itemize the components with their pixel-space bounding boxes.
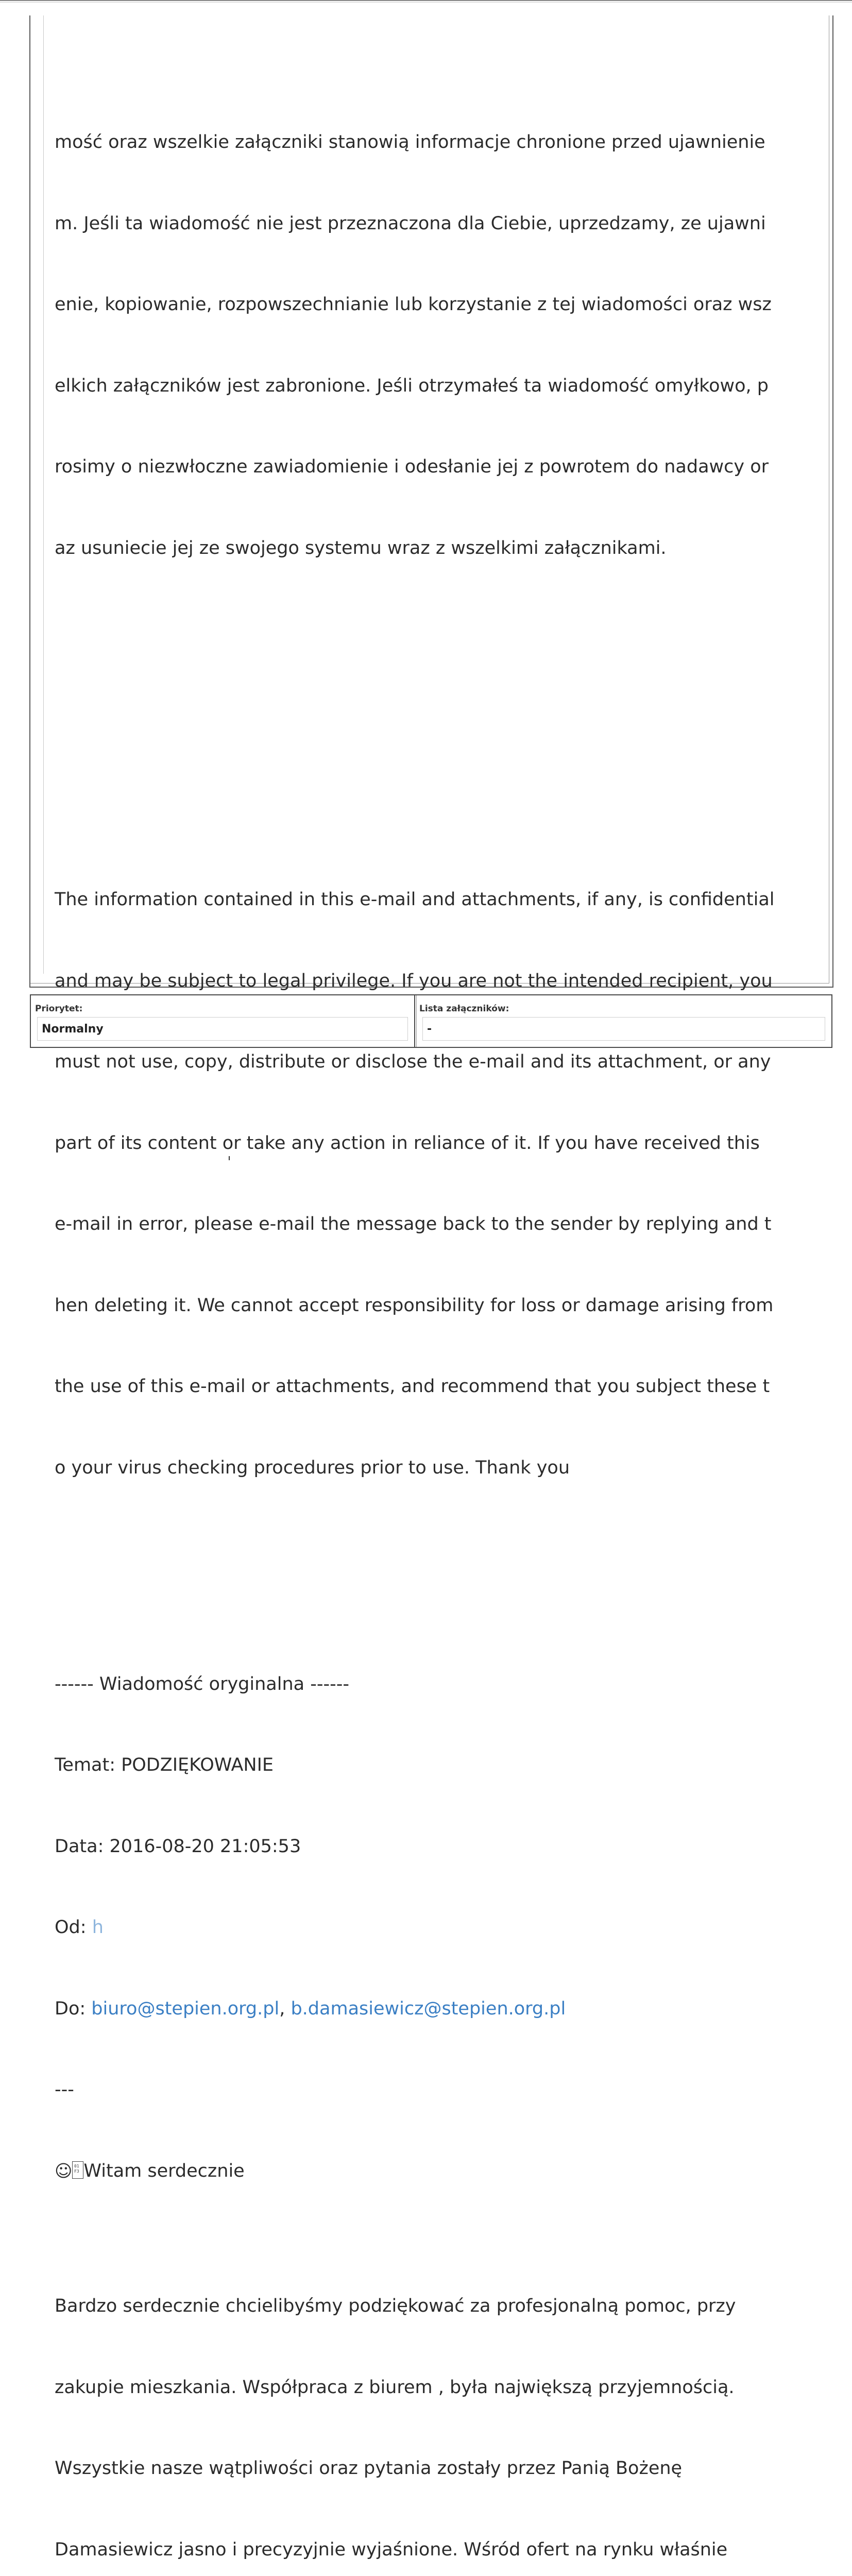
polish-disclaimer-line: az usuniecie jej ze swojego systemu wraz z wszelkimi załącznikami. [55,537,667,558]
english-disclaimer-line: the use of this e-mail or attachments, and recommend that you subject these t [55,1376,770,1397]
page-top-rule [0,0,852,1]
english-disclaimer-line: hen deleting it. We cannot accept responsibility for loss or damage arising from [55,1295,774,1316]
english-disclaimer [55,832,827,1535]
polish-disclaimer-line: m. Jeśli ta wiadomość nie jest przeznaczona dla Ciebie, uprzedzamy, ze ujawni [55,213,766,234]
polish-disclaimer-line: mość oraz wszelkie załączniki stanowią informacje chronione przed ujawnienie [55,132,765,152]
body-line: Bardzo serdecznie chcielibyśmy podziękować za profesjonalną pomoc, przy [55,2296,736,2316]
to-address-link[interactable]: biuro@stepien.org.pl [91,1998,280,2019]
from-line [55,1914,827,1941]
blank-line [55,670,827,697]
body-line: Wszystkie nasze wątpliwości oraz pytania zostały przez Panią Bożenę [55,2458,683,2479]
date-label: Data: [55,1836,110,1857]
attachments-label: Lista załączników: [419,1004,509,1014]
subject-line [55,1752,827,1779]
smiley-icon: ☺ [55,2160,73,2181]
english-disclaimer-line: o your virus checking procedures prior to use. Thank you [55,1457,570,1478]
attachments-field: - [422,1017,825,1041]
message-meta-panel [30,994,832,1048]
from-label: Od: [55,1917,92,1938]
english-disclaimer-line: and may be subject to legal privilege. If you are not the intended recipient, you [55,970,773,991]
email-body [55,21,827,2576]
page-top-rule-secondary [0,2,852,3]
priority-label: Priorytet: [35,1004,83,1014]
original-message-header: ------ Wiadomość oryginalna ------ [55,1673,349,1694]
date-line [55,1833,827,1860]
to-label: Do: [55,1998,92,2019]
from-address-redacted[interactable]: h [92,1917,104,1938]
quote-bar [43,15,44,974]
body-line: zakupie mieszkania. Współpraca z biurem , była największą przyjemnością. [55,2377,735,2398]
svg-text:01: 01 [74,2163,80,2168]
meta-divider [414,995,415,1047]
polish-disclaimer-line: rosimy o niezwłoczne zawiadomienie i odesłanie jej z powrotem do nadawcy or [55,456,769,477]
scan-artifact-mark [229,1156,230,1160]
meta-divider-inner [416,995,417,1047]
greeting-line [55,2158,827,2185]
english-disclaimer-line: e-mail in error, please e-mail the message back to the sender by replying and t [55,1214,772,1234]
unknown-glyph-icon [72,2161,83,2179]
svg-text:F3: F3 [74,2168,80,2174]
to-separator: , [279,1998,291,2019]
english-disclaimer-line: The information contained in this e-mail and attachments, if any, is confidential [55,889,775,910]
english-disclaimer-line: must not use, copy, distribute or disclose the e-mail and its attachment, or any [55,1052,771,1072]
polish-disclaimer-line: enie, kopiowanie, rozpowszechnianie lub korzystanie z tej wiadomości oraz wsz [55,294,772,315]
date-value: 2016-08-20 21:05:53 [109,1836,301,1857]
to-address-link[interactable]: b.damasiewicz@stepien.org.pl [291,1998,566,2019]
blank-line [55,1589,827,1617]
subject-value: PODZIĘKOWANIE [121,1755,274,1775]
to-line [55,1995,827,2023]
polish-disclaimer [55,75,827,616]
blank-line [55,751,827,778]
english-disclaimer-line: part of its content or take any action in reliance of it. If you have received this [55,1132,760,1154]
priority-field: Normalny [37,1017,408,1041]
greeting-text: Witam serdecznie [83,2160,245,2181]
message-body [55,2239,827,2576]
subject-label: Temat: [55,1755,122,1775]
polish-disclaimer-line: elkich załączników jest zabronione. Jeśli otrzymałeś ta wiadomość omyłkowo, p [55,375,769,396]
body-line: Damasiewicz jasno i precyzyjnie wyjaśnione. Wśród ofert na rynku właśnie [55,2539,728,2560]
header-separator: --- [55,2079,74,2100]
